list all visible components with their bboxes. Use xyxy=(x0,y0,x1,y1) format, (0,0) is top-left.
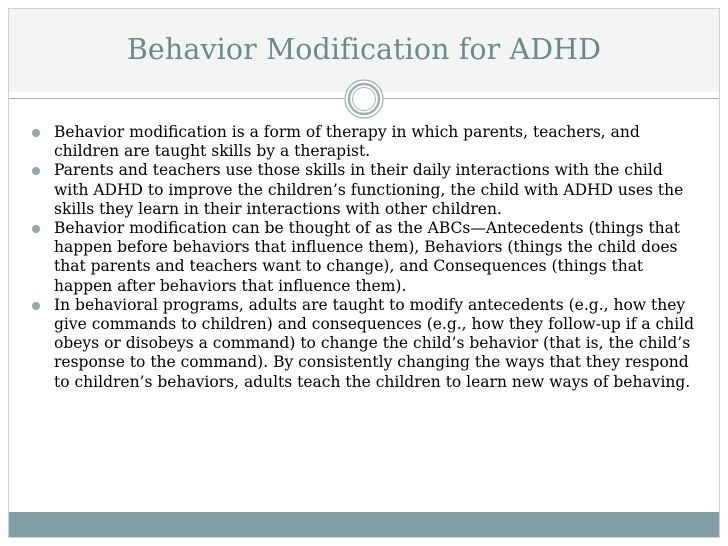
bullet-item: Parents and teachers use those skills in their daily interactions with the child with ADHD to improve the children’s functioning, the child with ADHD uses the skills they learn in their interactions with other children. xyxy=(30,161,700,219)
bullet-list xyxy=(30,123,700,392)
bullet-item: Behavior modification is a form of therapy in which parents, teachers, and children are taught skills by a therapist. xyxy=(30,123,700,161)
bullet-item: In behavioral programs, adults are taught to modify antecedents (e.g., how they give commands to children) and consequences (e.g., how they follow-up if a child obeys or disobeys a command) to change the child’s behavior (that is, the child’s response to the command). By consistently changing the ways that they respond to children’s behaviors, adults teach the children to learn new ways of behaving. xyxy=(30,296,700,392)
footer-band xyxy=(9,512,719,537)
title-divider-left xyxy=(9,98,344,99)
concentric-circle-icon xyxy=(344,79,384,119)
title-divider-right xyxy=(384,98,719,99)
bullet-item: Behavior modification can be thought of as the ABCs—Antecedents (things that happen before behaviors that influence them), Behaviors (things the child does that parents and teachers want to change), and Consequences (things that happen after behaviors that influence them). xyxy=(30,219,700,296)
slide-title: Behavior Modification for ADHD xyxy=(126,33,602,66)
